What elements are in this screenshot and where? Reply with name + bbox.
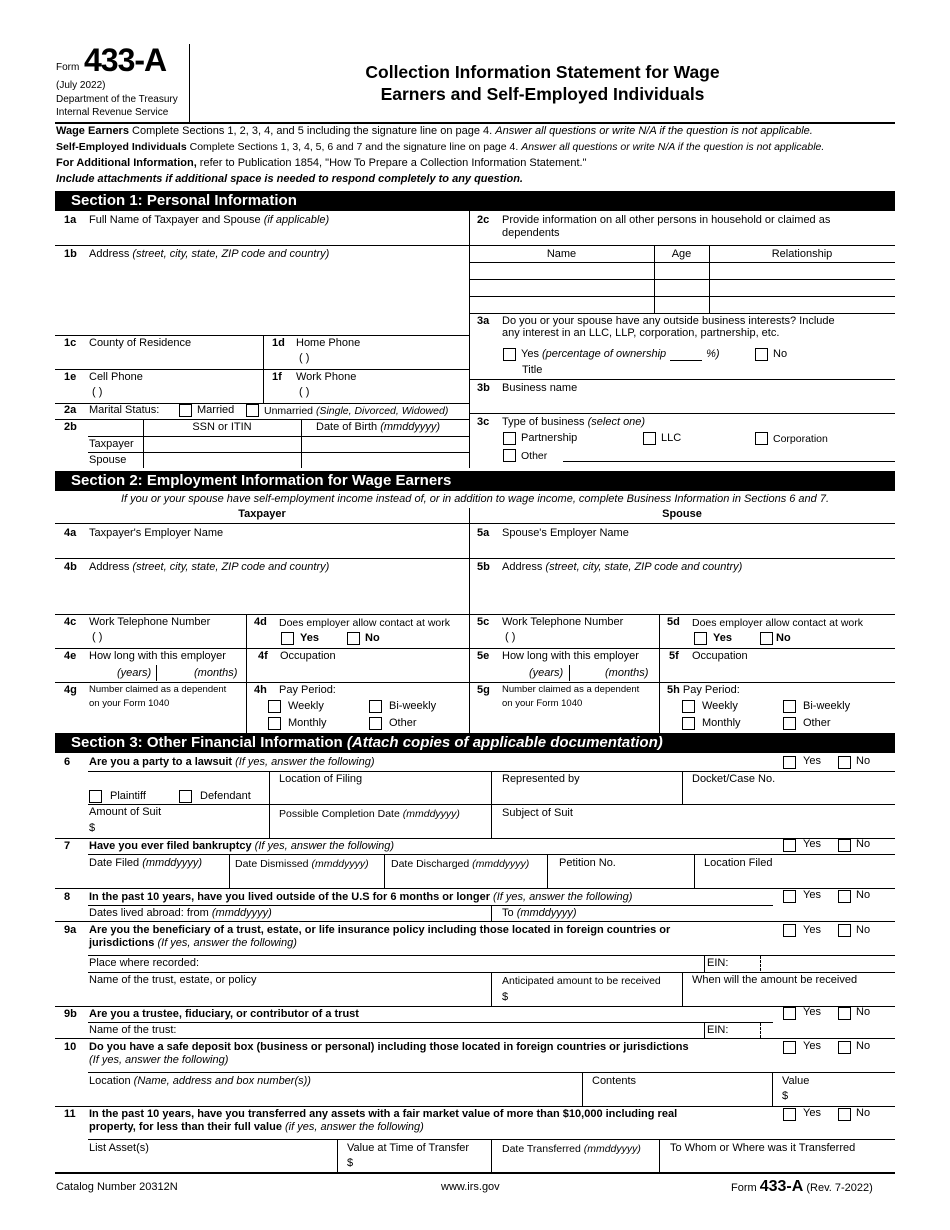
spouse-dependent-label: Number claimed as a dependent: [502, 684, 640, 695]
spouse-contact-no-checkbox[interactable]: [760, 632, 773, 645]
line-4c-number: 4c: [64, 616, 77, 628]
taxpayer-years-label: (years): [117, 667, 152, 679]
transfer-dollar-sign: $: [347, 1157, 354, 1169]
line-5b-number: 5b: [477, 561, 490, 573]
deposit-contents-label: Contents: [592, 1075, 637, 1087]
q10-deposit-box-label-2: (If yes, answer the following): [89, 1054, 229, 1066]
q10-no-label: No: [856, 1040, 871, 1052]
dept-irs: Internal Revenue Service: [56, 107, 169, 118]
line-3a-number: 3a: [477, 315, 490, 327]
q6-no-checkbox[interactable]: [838, 756, 851, 769]
q9a-no-checkbox[interactable]: [838, 924, 851, 937]
unmarried-label: Unmarried (Single, Divorced, Widowed): [264, 405, 449, 417]
petition-no-label: Petition No.: [559, 857, 616, 869]
taxpayer-weekly-checkbox[interactable]: [268, 700, 281, 713]
docket-label: Docket/Case No.: [692, 773, 776, 785]
taxpayer-row-label: Taxpayer: [89, 438, 134, 450]
q11-no-checkbox[interactable]: [838, 1108, 851, 1121]
amount-of-suit-label: Amount of Suit: [89, 806, 162, 818]
address-label: Address (street, city, state, ZIP code and country): [89, 248, 330, 260]
taxpayer-contact-yes-label: Yes: [300, 632, 319, 644]
ssn-header: SSN or ITIN: [192, 421, 252, 433]
county-label: County of Residence: [89, 337, 192, 349]
line-4b-number: 4b: [64, 561, 77, 573]
revision-date: (July 2022): [56, 80, 106, 91]
date-dismissed-label: Date Dismissed (mmddyyyy): [235, 858, 369, 870]
line-4f-number: 4f: [258, 650, 268, 662]
title-label: Title: [522, 364, 543, 376]
taxpayer-other-label: Other: [389, 717, 417, 729]
business-interest-label: Do you or your spouse have any outside business interests? Include: [502, 315, 835, 327]
taxpayer-contact-yes-checkbox[interactable]: [281, 632, 294, 645]
line-2b-number: 2b: [64, 421, 77, 433]
other-business-label: Other: [521, 450, 548, 462]
household-label: Provide information on all other persons in household or claimed as: [502, 214, 831, 226]
line-1e-number: 1e: [64, 371, 77, 383]
q10-yes-checkbox[interactable]: [783, 1041, 796, 1054]
dob-header: Date of Birth (mmddyyyy): [316, 421, 441, 433]
spouse-contact-yes-label: Yes: [713, 632, 732, 644]
footer-form-id: Form 433-A (Rev. 7-2022): [731, 1178, 873, 1195]
q9b-trustee-label: Are you a trustee, fiduciary, or contributor of a trust: [89, 1008, 359, 1020]
taxpayer-occupation-label: Occupation: [280, 650, 336, 662]
q9a-trust-label-2: jurisdictions (If yes, answer the following): [89, 937, 297, 949]
spouse-employer-label: Spouse's Employer Name: [502, 527, 629, 539]
line-4h-number: 4h: [254, 684, 267, 696]
taxpayer-dependent-label-2: on your Form 1040: [89, 698, 170, 709]
spouse-contact-label: Does employer allow contact at work: [692, 617, 863, 629]
spouse-pay-period-label: 5h Pay Period:: [667, 684, 740, 696]
q8-yes-label: Yes: [803, 889, 821, 901]
q10-number: 10: [64, 1041, 77, 1053]
q7-no-label: No: [856, 838, 871, 850]
section2-header: Section 2: Employment Information for Wage Earners: [55, 471, 895, 491]
cell-phone-parens: ( ): [92, 386, 103, 398]
line-5a-number: 5a: [477, 527, 490, 539]
q7-yes-checkbox[interactable]: [783, 839, 796, 852]
business-interest-no-checkbox[interactable]: [755, 348, 768, 361]
taxpayer-biweekly-checkbox[interactable]: [369, 700, 382, 713]
q11-yes-label: Yes: [803, 1107, 821, 1119]
household-label-2: dependents: [502, 227, 560, 239]
line-4g-number: 4g: [64, 684, 77, 696]
intro-additional-info: For Additional Information, refer to Publication 1854, "How To Prepare a Collection Information Statement.": [56, 157, 587, 169]
irs-website: www.irs.gov: [441, 1181, 500, 1193]
corporation-label: Corporation: [773, 433, 828, 445]
line-3b-number: 3b: [477, 382, 490, 394]
line-2a-number: 2a: [64, 404, 77, 416]
q8-number: 8: [64, 891, 71, 903]
taxpayer-weekly-label: Weekly: [288, 700, 324, 712]
spouse-biweekly-checkbox[interactable]: [783, 700, 796, 713]
anticipated-dollar-sign: $: [502, 991, 509, 1003]
spouse-occupation-label: Occupation: [692, 650, 748, 662]
value-at-transfer-label: Value at Time of Transfer: [347, 1142, 470, 1154]
taxpayer-pay-period-label: Pay Period:: [279, 684, 336, 696]
intro-attachments: Include attachments if additional space is needed to respond completely to any question.: [56, 173, 523, 185]
q8-no-label: No: [856, 889, 871, 901]
plaintiff-checkbox[interactable]: [89, 790, 102, 803]
anticipated-amount-label: Anticipated amount to be received: [502, 975, 661, 987]
name-of-trust-label: Name of the trust:: [89, 1024, 177, 1036]
q6-yes-label: Yes: [803, 755, 821, 767]
dependents-name-header: Name: [546, 248, 577, 260]
defendant-checkbox[interactable]: [179, 790, 192, 803]
spouse-contact-yes-checkbox[interactable]: [694, 632, 707, 645]
catalog-number: Catalog Number 20312N: [56, 1181, 178, 1193]
q7-bankruptcy-label: Have you ever filed bankruptcy (If yes, answer the following): [89, 840, 395, 852]
taxpayer-contact-no-label: No: [365, 632, 380, 644]
taxpayer-contact-no-checkbox[interactable]: [347, 632, 360, 645]
q6-number: 6: [64, 756, 71, 768]
form-number: 433-A: [84, 42, 167, 78]
spouse-monthly-label: Monthly: [702, 717, 741, 729]
q9b-no-label: No: [856, 1006, 871, 1018]
q9a-yes-checkbox[interactable]: [783, 924, 796, 937]
completion-date-label: Possible Completion Date (mmddyyyy): [279, 808, 460, 820]
home-phone-parens: ( ): [299, 352, 310, 364]
llc-label: LLC: [661, 432, 682, 444]
line-3c-number: 3c: [477, 416, 490, 428]
amount-dollar-sign: $: [89, 822, 96, 834]
q6-lawsuit-label: Are you a party to a lawsuit (If yes, answer the following): [89, 756, 375, 768]
q9b-ein-label: EIN:: [707, 1024, 729, 1036]
q9b-yes-label: Yes: [803, 1006, 821, 1018]
corporation-checkbox[interactable]: [755, 432, 768, 445]
home-phone-label: Home Phone: [296, 337, 361, 349]
to-whom-label: To Whom or Where was it Transferred: [670, 1142, 856, 1154]
spouse-dependent-label-2: on your Form 1040: [502, 698, 583, 709]
marital-status-label: Marital Status:: [89, 404, 160, 416]
line-5e-number: 5e: [477, 650, 490, 662]
q10-deposit-box-label: Do you have a safe deposit box (business or personal) including those located in foreign countries or jurisdictions: [89, 1041, 689, 1053]
q11-no-label: No: [856, 1107, 871, 1119]
spouse-weekly-checkbox[interactable]: [682, 700, 695, 713]
spouse-column-header: Spouse: [662, 508, 702, 520]
business-name-label: Business name: [502, 382, 578, 394]
q9b-yes-checkbox[interactable]: [783, 1007, 796, 1020]
when-received-label: When will the amount be received: [692, 974, 858, 986]
line-1c-number: 1c: [64, 337, 77, 349]
q7-no-checkbox[interactable]: [838, 839, 851, 852]
business-interest-yes-label: Yes (percentage of ownership %): [521, 348, 720, 360]
taxpayer-other-checkbox[interactable]: [369, 717, 382, 730]
q9a-number: 9a: [64, 924, 77, 936]
q11-yes-checkbox[interactable]: [783, 1108, 796, 1121]
q9a-ein-label: EIN:: [707, 957, 729, 969]
line-5f-number: 5f: [669, 650, 679, 662]
location-filed-label: Location Filed: [704, 857, 773, 869]
q8-abroad-label: In the past 10 years, have you lived outside of the U.S for 6 months or longer (If yes, answer the following): [89, 891, 633, 903]
trust-name-label: Name of the trust, estate, or policy: [89, 974, 257, 986]
line-4d-number: 4d: [254, 616, 267, 628]
other-business-checkbox[interactable]: [503, 449, 516, 462]
line-1d-number: 1d: [272, 337, 285, 349]
business-type-label: Type of business (select one): [502, 416, 646, 428]
form-word: Form: [56, 62, 80, 73]
taxpayer-contact-label: Does employer allow contact at work: [279, 617, 450, 629]
form-title-line2: Earners and Self-Employed Individuals: [380, 84, 705, 104]
taxpayer-monthly-checkbox[interactable]: [268, 717, 281, 730]
date-filed-label: Date Filed (mmddyyyy): [89, 857, 203, 869]
taxpayer-employer-address-label: Address (street, city, state, ZIP code and country): [89, 561, 330, 573]
llc-checkbox[interactable]: [643, 432, 656, 445]
spouse-contact-no-label: No: [776, 632, 791, 644]
q7-yes-label: Yes: [803, 838, 821, 850]
line-1f-number: 1f: [272, 371, 282, 383]
spouse-months-label: (months): [605, 667, 649, 679]
partnership-checkbox[interactable]: [503, 432, 516, 445]
represented-by-label: Represented by: [502, 773, 580, 785]
work-phone-parens: ( ): [299, 386, 310, 398]
business-interest-label-2: any interest in an LLC, LLP, corporation, partnership, etc.: [502, 327, 780, 339]
spouse-biweekly-label: Bi-weekly: [803, 700, 851, 712]
dependents-age-header: Age: [671, 248, 692, 260]
q9a-trust-label: Are you the beneficiary of a trust, estate, or life insurance policy including those located in foreign countries or: [89, 924, 671, 936]
q9b-no-checkbox[interactable]: [838, 1007, 851, 1020]
form-title-line1: Collection Information Statement for Wage: [365, 62, 720, 82]
spouse-employer-address-label: Address (street, city, state, ZIP code and country): [502, 561, 743, 573]
q9b-number: 9b: [64, 1008, 77, 1020]
spouse-other-checkbox[interactable]: [783, 717, 796, 730]
location-of-filing-label: Location of Filing: [279, 773, 363, 785]
section1-header: Section 1: Personal Information: [55, 191, 895, 211]
line-4a-number: 4a: [64, 527, 77, 539]
business-interest-no-label: No: [773, 348, 788, 360]
married-label: Married: [197, 404, 235, 416]
spouse-work-tel-label: Work Telephone Number: [502, 616, 624, 628]
line-2c-number: 2c: [477, 214, 490, 226]
section3-header: Section 3: Other Financial Information (Attach copies of applicable documentation): [55, 733, 895, 753]
cell-phone-label: Cell Phone: [89, 371, 143, 383]
date-transferred-label: Date Transferred (mmddyyyy): [502, 1143, 641, 1155]
line-1a-number: 1a: [64, 214, 77, 226]
taxpayer-how-long-label: How long with this employer: [89, 650, 226, 662]
subject-of-suit-label: Subject of Suit: [502, 807, 573, 819]
deposit-location-label: Location (Name, address and box number(s)): [89, 1075, 311, 1087]
work-phone-label: Work Phone: [296, 371, 357, 383]
taxpayer-column-header: Taxpayer: [238, 508, 286, 520]
q8-yes-checkbox[interactable]: [783, 890, 796, 903]
list-assets-label: List Asset(s): [89, 1142, 149, 1154]
intro-wage-earners: Wage Earners Complete Sections 1, 2, 3, 4, and 5 including the signature line on page 4. Answer all questions or write N/A if the question is not applicable.: [56, 125, 813, 137]
q10-no-checkbox[interactable]: [838, 1041, 851, 1054]
deposit-value-label: Value: [782, 1075, 810, 1087]
spouse-row-label: Spouse: [89, 454, 127, 466]
place-recorded-label: Place where recorded:: [89, 957, 200, 969]
q6-yes-checkbox[interactable]: [783, 756, 796, 769]
line-5g-number: 5g: [477, 684, 490, 696]
q9a-yes-label: Yes: [803, 924, 821, 936]
dates-abroad-from-label: Dates lived abroad: from (mmddyyyy): [89, 907, 272, 919]
q7-number: 7: [64, 840, 71, 852]
q11-transfer-label: In the past 10 years, have you transferred any assets with a fair market value of more than $10,000 including real: [89, 1108, 678, 1120]
defendant-label: Defendant: [200, 790, 251, 802]
line-4e-number: 4e: [64, 650, 77, 662]
dates-abroad-to-label: To (mmddyyyy): [502, 907, 577, 919]
plaintiff-label: Plaintiff: [110, 790, 146, 802]
full-name-label: Full Name of Taxpayer and Spouse (if applicable): [89, 214, 330, 226]
spouse-work-tel-parens: ( ): [505, 631, 516, 643]
deposit-value-dollar-sign: $: [782, 1090, 789, 1102]
spouse-weekly-label: Weekly: [702, 700, 738, 712]
married-checkbox[interactable]: [179, 404, 192, 417]
line-1b-number: 1b: [64, 248, 77, 260]
taxpayer-months-label: (months): [194, 667, 238, 679]
q9a-no-label: No: [856, 924, 871, 936]
date-discharged-label: Date Discharged (mmddyyyy): [391, 858, 530, 870]
section2-note: If you or your spouse have self-employment income instead of, or in addition to wage income, complete Business Information in Sections 6 and 7.: [120, 493, 830, 505]
taxpayer-work-tel-label: Work Telephone Number: [89, 616, 211, 628]
dependents-relationship-header: Relationship: [771, 248, 833, 260]
spouse-monthly-checkbox[interactable]: [682, 717, 695, 730]
q10-yes-label: Yes: [803, 1040, 821, 1052]
dept-treasury: Department of the Treasury: [56, 94, 178, 105]
q8-no-checkbox[interactable]: [838, 890, 851, 903]
line-5d-number: 5d: [667, 616, 680, 628]
taxpayer-dependent-label: Number claimed as a dependent: [89, 684, 227, 695]
spouse-how-long-label: How long with this employer: [502, 650, 639, 662]
taxpayer-biweekly-label: Bi-weekly: [389, 700, 437, 712]
taxpayer-work-tel-parens: ( ): [92, 631, 103, 643]
partnership-label: Partnership: [521, 432, 578, 444]
q6-no-label: No: [856, 755, 871, 767]
q11-transfer-label-2: property, for less than their full value (if yes, answer the following): [89, 1121, 424, 1133]
q11-number: 11: [64, 1108, 76, 1120]
line-5c-number: 5c: [477, 616, 490, 628]
spouse-years-label: (years): [529, 667, 564, 679]
taxpayer-monthly-label: Monthly: [288, 717, 327, 729]
taxpayer-employer-label: Taxpayer's Employer Name: [89, 527, 224, 539]
unmarried-checkbox[interactable]: [246, 404, 259, 417]
spouse-other-label: Other: [803, 717, 831, 729]
business-interest-yes-checkbox[interactable]: [503, 348, 516, 361]
intro-self-employed: Self-Employed Individuals Complete Sections 1, 3, 4, 5, 6 and 7 and the signature line on page 4. Answer all questions or write N/A if the question is not applicable.: [56, 141, 825, 153]
